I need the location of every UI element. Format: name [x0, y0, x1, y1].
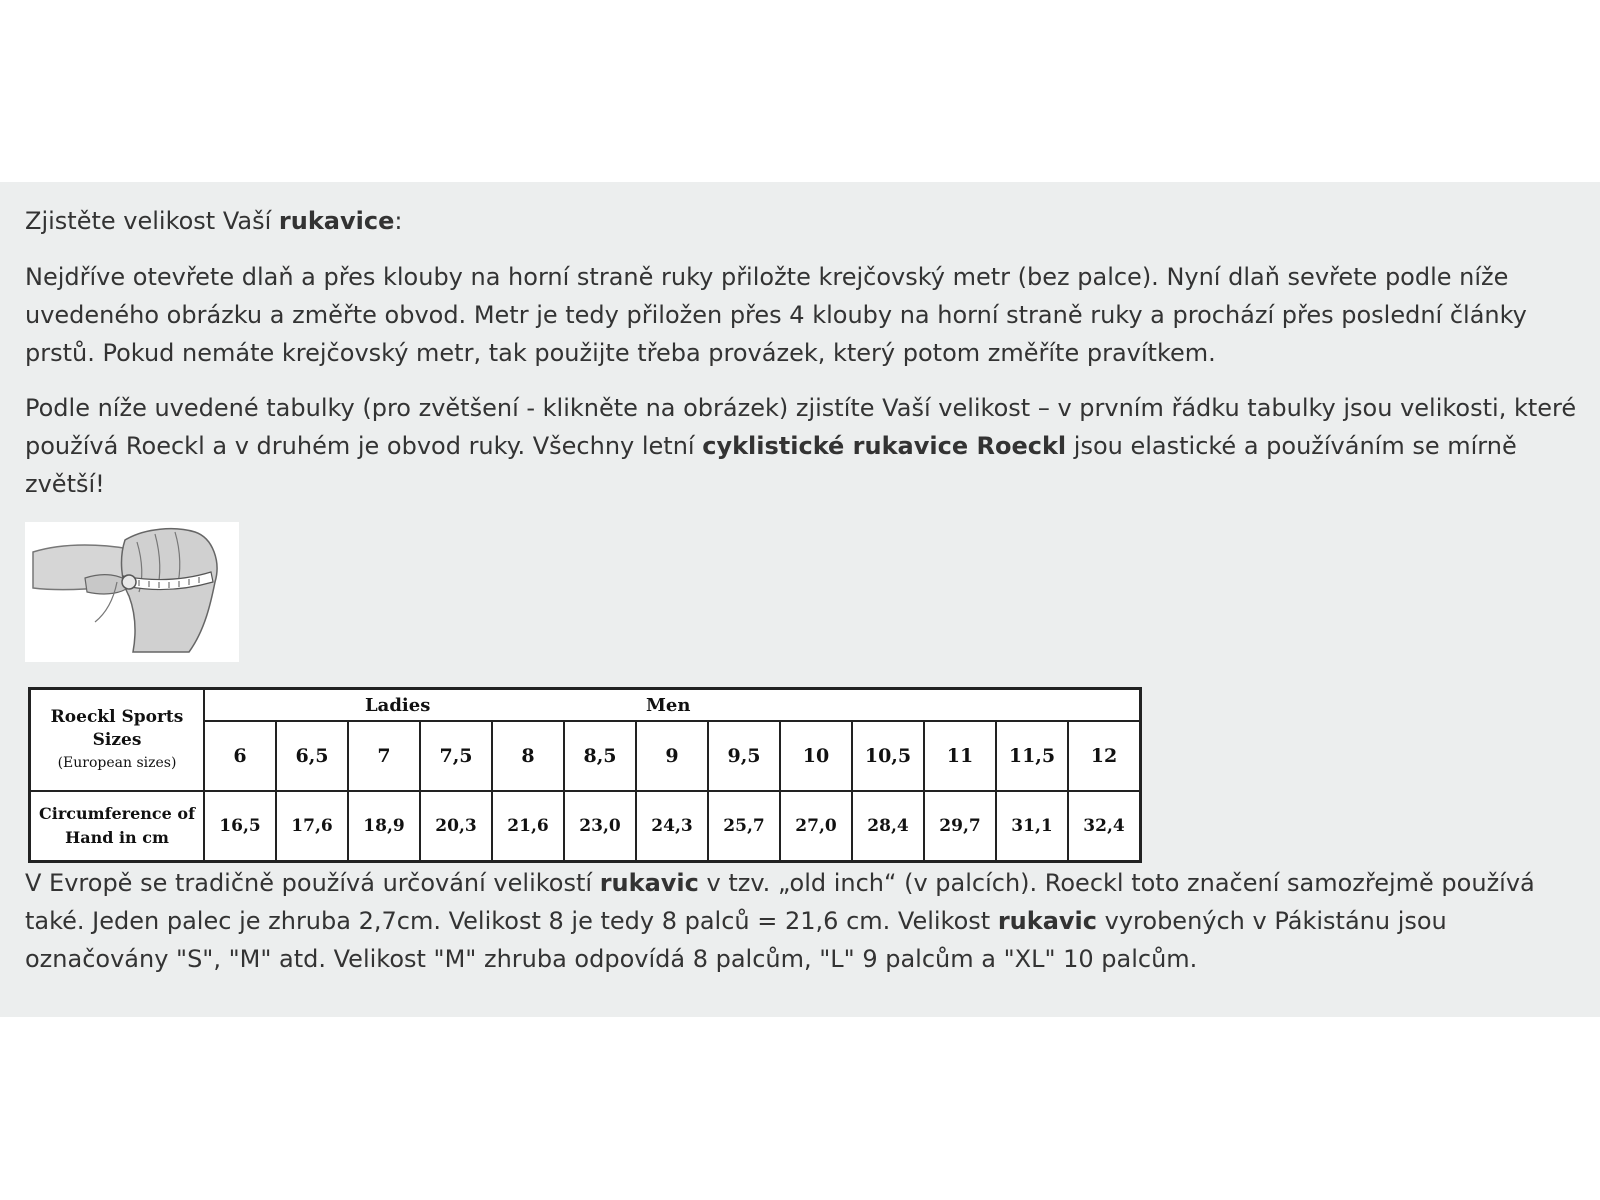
size-cell: 12: [1068, 721, 1141, 791]
group-men: Men: [492, 689, 1141, 722]
roeckl-link-text: cyklistické rukavice Roeckl: [702, 432, 1067, 460]
size-cell: 11: [924, 721, 996, 791]
circumference-row-header: Circumference of Hand in cm: [30, 791, 205, 862]
sizes-row-header: Roeckl Sports Sizes (European sizes): [30, 689, 205, 792]
circumference-cell: 27,0: [780, 791, 852, 862]
size-cell: 8,5: [564, 721, 636, 791]
circumference-cell: 28,4: [852, 791, 924, 862]
circumference-cell: 29,7: [924, 791, 996, 862]
inch-note-paragraph: V Evropě se tradičně používá určování velikostí rukavic v tzv. „old inch“ (v palcích). Roeckl toto značení samozřejmě používá také. Jeden palec je zhruba 2,7cm. Velikost 8 je tedy 8 palců = 21,6 cm. Velikost rukavic vyrobených v Pákistánu jsou označovány "S", "M" atd. Velikost "M" zhruba odpovídá 8 palcům, "L" 9 palcům a "XL" 10 palcům.: [25, 869, 1535, 973]
inch-sizing-note: [25, 864, 1580, 978]
circumference-cell: 25,7: [708, 791, 780, 862]
glove-size-table[interactable]: [28, 687, 1142, 863]
intro-line: Zjistěte velikost Vaší rukavice:: [25, 207, 403, 235]
size-cell: 8: [492, 721, 564, 791]
size-cell: 9: [636, 721, 708, 791]
measure-instructions: Nejdříve otevřete dlaň a přes klouby na horní straně ruky přiložte krejčovský metr (bez palce). Nyní dlaň sevřete podle níže uvedeného obrázku a změřte obvod. Metr je tedy přiložen přes 4 klouby na horní straně ruky a prochází přes poslední články prstů. Pokud nemáte krejčovský metr, tak použijte třeba provázek, který potom změříte pravítkem.: [25, 263, 1527, 367]
intro-bold: rukavice: [278, 207, 395, 235]
circumference-cell: 23,0: [564, 791, 636, 862]
circumference-cell: 20,3: [420, 791, 492, 862]
circumference-cell: 31,1: [996, 791, 1068, 862]
size-cell: 7: [348, 721, 420, 791]
size-guide-text: [25, 202, 1580, 520]
circumference-cell: 21,6: [492, 791, 564, 862]
circumference-row: [30, 791, 1141, 862]
circumference-cell: 24,3: [636, 791, 708, 862]
circumference-cell: 18,9: [348, 791, 420, 862]
size-cell: 10: [780, 721, 852, 791]
group-ladies: Ladies: [204, 689, 492, 722]
size-cell: 7,5: [420, 721, 492, 791]
circumference-cell: 16,5: [204, 791, 276, 862]
size-guide-panel: [0, 182, 1600, 1017]
table-group-row: [30, 689, 1141, 722]
size-cell: 10,5: [852, 721, 924, 791]
table-explanation: Podle níže uvedené tabulky (pro zvětšení - klikněte na obrázek) zjistíte Vaší velikost – v prvním řádku tabulky jsou velikosti, které používá Roeckl a v druhém je obvod ruky. Všechny letní cyklistické rukavice Roeckl jsou elastické a používáním se mírně zvětší!: [25, 394, 1577, 498]
hand-measuring-illustration[interactable]: [25, 522, 239, 662]
size-cell: 9,5: [708, 721, 780, 791]
size-cell: 11,5: [996, 721, 1068, 791]
size-cell: 6,5: [276, 721, 348, 791]
circumference-cell: 32,4: [1068, 791, 1141, 862]
size-cell: 6: [204, 721, 276, 791]
hand-measure-icon: [25, 522, 239, 662]
circumference-cell: 17,6: [276, 791, 348, 862]
